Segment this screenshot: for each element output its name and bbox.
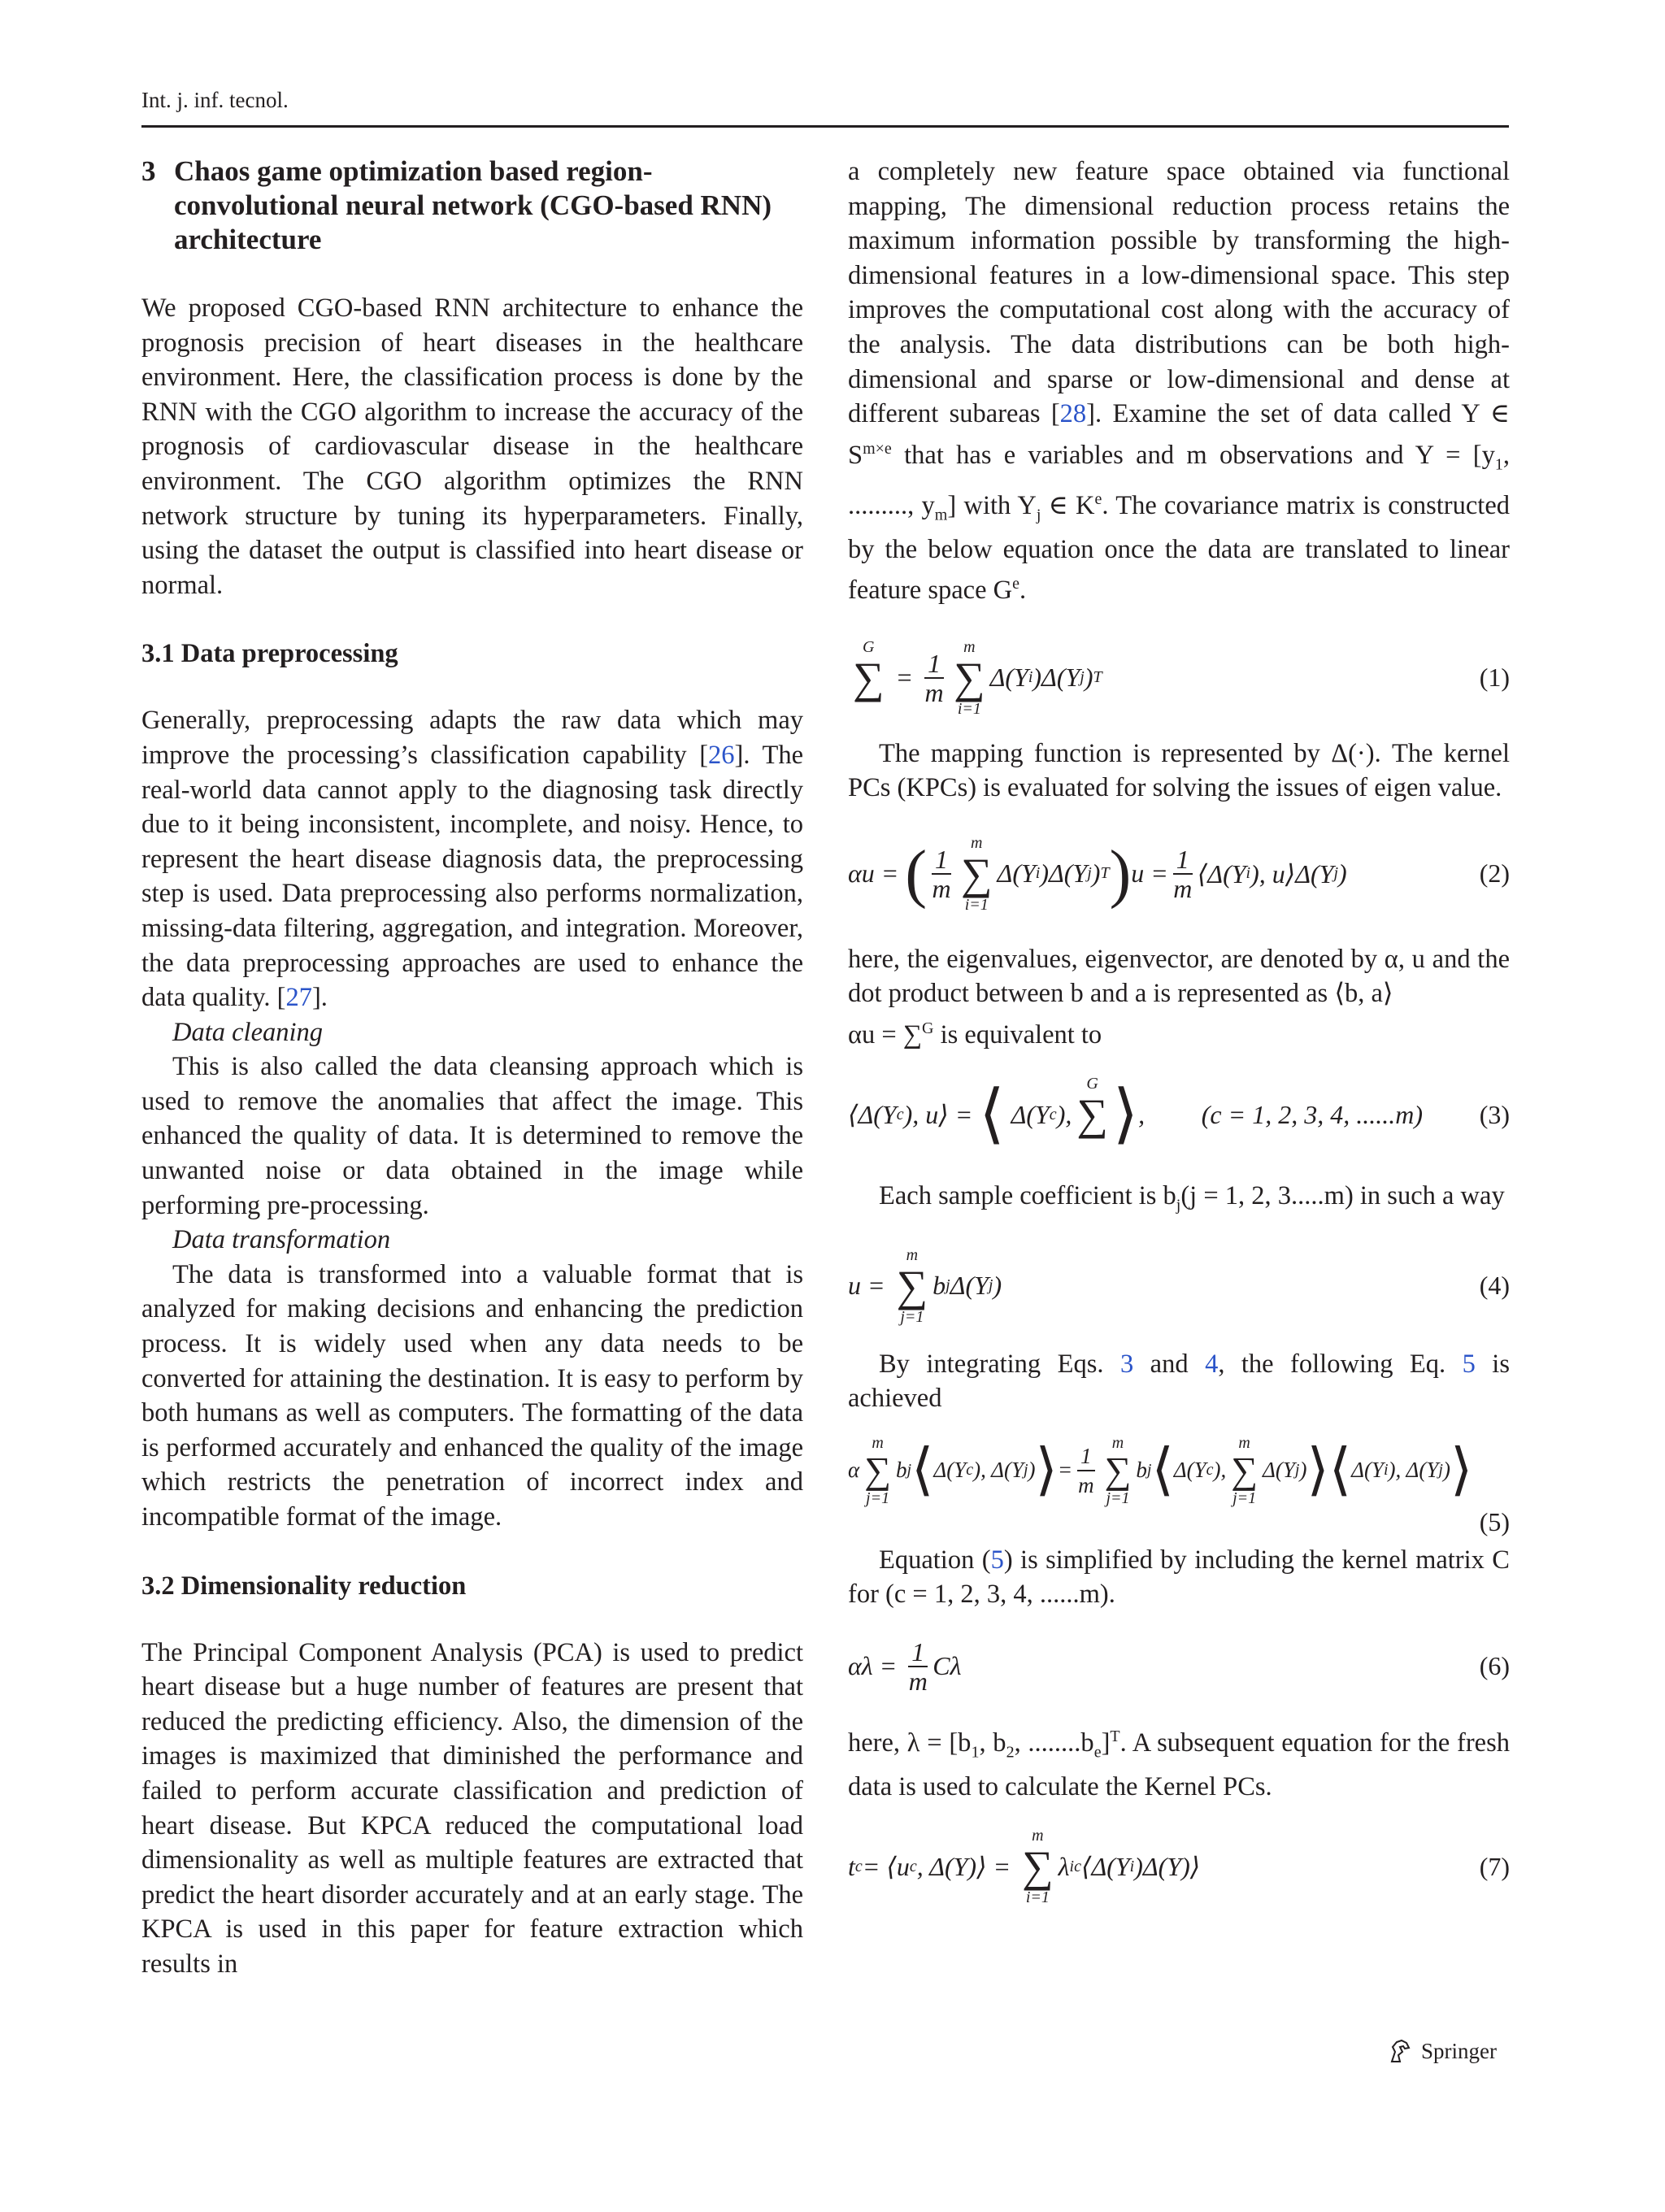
springer-horse-icon	[1387, 2037, 1415, 2065]
equation-2: αu = ( $\frac{1}{m}$ m ∑ i=1 Δ(Y i )Δ(Y j ) T ) u = $\frac{1}{m}$ ⟨Δ(Y i ), u⟩Δ(Y j ) (2)	[848, 833, 1510, 914]
data-transformation-title: Data transformation	[172, 1225, 391, 1255]
equation-number: (1)	[1479, 663, 1510, 693]
equation-link[interactable]: 3	[1119, 1349, 1134, 1379]
section-3-2-heading: 3.2 Dimensionality reduction	[141, 1571, 467, 1601]
springer-logo	[1387, 2037, 1497, 2065]
section-3-heading	[141, 154, 803, 257]
section-number: 3	[141, 155, 156, 187]
kpca-paragraph: a completely new feature space obtained via functional mapping, The dimensional reduction process retains the maximum information possible by transforming the high-dimensional features in a low-dimensional space. This step improves the computational cost along with the accuracy of the analysis. The data distributions can be both high-dimensional and sparse or low-dimensional and dense at different subareas [28]. Examine the set of data called Y ∈ $S^{m\times e}$ that has e variables and m observations and $Y = [y_1$, ........., $y_m$] with $Y_j$ ∈ $K^e$. The covariance matrix is constructed by the below equation once the data are translated to linear feature space $G^e$.	[848, 157, 1510, 606]
preprocessing-paragraph: Generally, preprocessing adapts the raw data which may improve the processing’s classification capability [26]. The real-world data cannot apply to the diagnosing task directly due to it being inconsistent, incomplete, and noisy. Hence, to represent the heart disease diagnosis data, the preprocessing step is used. Data preprocessing also performs normalization, missing-data filtering, aggregation, and integration. Moreover, the data preprocessing approaches are used to enhance the data quality. [27].	[141, 706, 803, 1013]
dimensionality-paragraph: The Principal Component Analysis (PCA) is used to predict heart disease but a huge number of features are present that reduced the predicting efficiency. Also, the dimension of the images is maximized that diminished the performance and failed to perform accurate classification and prediction of heart disease. But KPCA reduced the computational load dimensionality as well as multiple features are extracted that predict the heart disorder accurately and at an early stage. The KPCA is used in this paper for feature extraction which results in	[141, 1637, 803, 1979]
section-3-1-heading: 3.1 Data preprocessing	[141, 639, 398, 669]
integration-paragraph: By integrating Eqs. 3 and 4, the following Eq. 5 is achieved	[848, 1349, 1510, 1414]
mapping-paragraph: The mapping function is represented by Δ(·). The kernel PCs (KPCs) is evaluated for solving the issues of eigen value.	[848, 738, 1510, 803]
data-transformation-text: The data is transformed into a valuable format that is analyzed for making decisions and enhancing the prediction process. It is widely used when any data needs to be converted for attaining the destination. It is easy to perform by both humans as well as computers. The formatting of the data is performed accurately and enhanced the quality of the image which restricts the penetration of incorrect index and incompatible format of the image.	[141, 1259, 803, 1532]
equation-4: u = m ∑ j=1 b j Δ(Y j ) (4)	[848, 1245, 1510, 1326]
lambda-paragraph: here, $\lambda = [b_1$, $b_2$, $........b_e]^T$. A subsequent equation for the fresh data is used to calculate the Kernel PCs.	[848, 1727, 1510, 1801]
right-column	[848, 154, 1510, 1911]
equation-number: (6)	[1479, 1651, 1510, 1681]
section-3-paragraph: We proposed CGO-based RNN architecture to enhance the prognosis precision of heart diseases in the healthcare environment. Here, the classification process is done by the RNN with the CGO algorithm to increase the accuracy of the prognosis of cardiovascular disease in the healthcare environment. The CGO algorithm optimizes the RNN network structure by tuning its hyperparameters. Finally, using the dataset the output is classified into heart disease or normal.	[141, 293, 803, 600]
equation-1: G ∑ = $\frac{1}{m}$ m ∑ i=1 Δ(Y i )Δ(Y j ) T (1)	[853, 637, 1510, 718]
kernel-matrix-paragraph: Equation (5) is simplified by including the kernel matrix C for (c = 1, 2, 3, 4, ......m).	[848, 1545, 1510, 1610]
citation-link[interactable]: 28	[1059, 399, 1087, 429]
citation-link[interactable]: 26	[708, 740, 735, 770]
data-cleaning-text: This is also called the data cleansing approach which is used to remove the anomalies that affect the image. This enhanced the quality of data. It is determined to remove the unwanted noise or data obtained in the image while performing pre-processing.	[141, 1052, 803, 1220]
section-title: Chaos game optimization based region-convolutional neural network (CGO-based RNN) architecture	[174, 155, 772, 255]
equation-5: α m ∑ j=1 b j ⟨ Δ(Y c ), Δ(Y j ) ⟩ = $\frac{1}{m}$ m ∑ j=1 b j ⟨ Δ(Y c ), m ∑ j=1 Δ(Y j ) ⟩ ⟨ Δ(Y i ), Δ(Y j ) ⟩ (5)	[848, 1433, 1510, 1536]
equation-6: αλ = $\frac{1}{m}$ Cλ (6)	[848, 1636, 1510, 1696]
equation-link[interactable]: 5	[1462, 1349, 1476, 1379]
equation-7: t c = ⟨u c , Δ(Y)⟩ = m ∑ i=1 λ i c ⟨Δ(Y i )Δ(Y)⟩ (7)	[848, 1827, 1510, 1907]
coefficient-paragraph: Each sample coefficient is $b_j(j = 1$, 2, 3.....m) in such a way	[879, 1181, 1505, 1215]
equation-link[interactable]: 5	[990, 1545, 1004, 1575]
left-column	[141, 154, 803, 1982]
citation-link[interactable]: 27	[285, 983, 312, 1013]
eigen-paragraph: here, the eigenvalues, eigenvector, are denoted by α, u and the dot product between b and a is represented as ⟨b, a⟩ αu = ∑$^G$ is equivalent to	[848, 944, 1510, 1050]
journal-title: Int. j. inf. tecnol.	[141, 88, 289, 112]
running-header	[141, 88, 1509, 128]
publisher-name: Springer	[1421, 2038, 1497, 2063]
equation-number: (4)	[1479, 1271, 1510, 1300]
equation-condition: (c = 1, 2, 3, 4, ......m)	[1201, 1099, 1423, 1129]
equation-3: ⟨Δ(Y c ), u⟩ = ⟨ Δ(Y c ), G ∑ ⟩ , (c = 1, 2, 3, 4, ......m) (3)	[848, 1075, 1510, 1151]
data-cleaning-title: Data cleaning	[172, 1017, 324, 1047]
equation-link[interactable]: 4	[1205, 1349, 1219, 1379]
equation-number: (5)	[1479, 1506, 1510, 1536]
equation-number: (2)	[1479, 858, 1510, 889]
equation-number: (3)	[1479, 1099, 1510, 1129]
equation-number: (7)	[1479, 1851, 1510, 1881]
